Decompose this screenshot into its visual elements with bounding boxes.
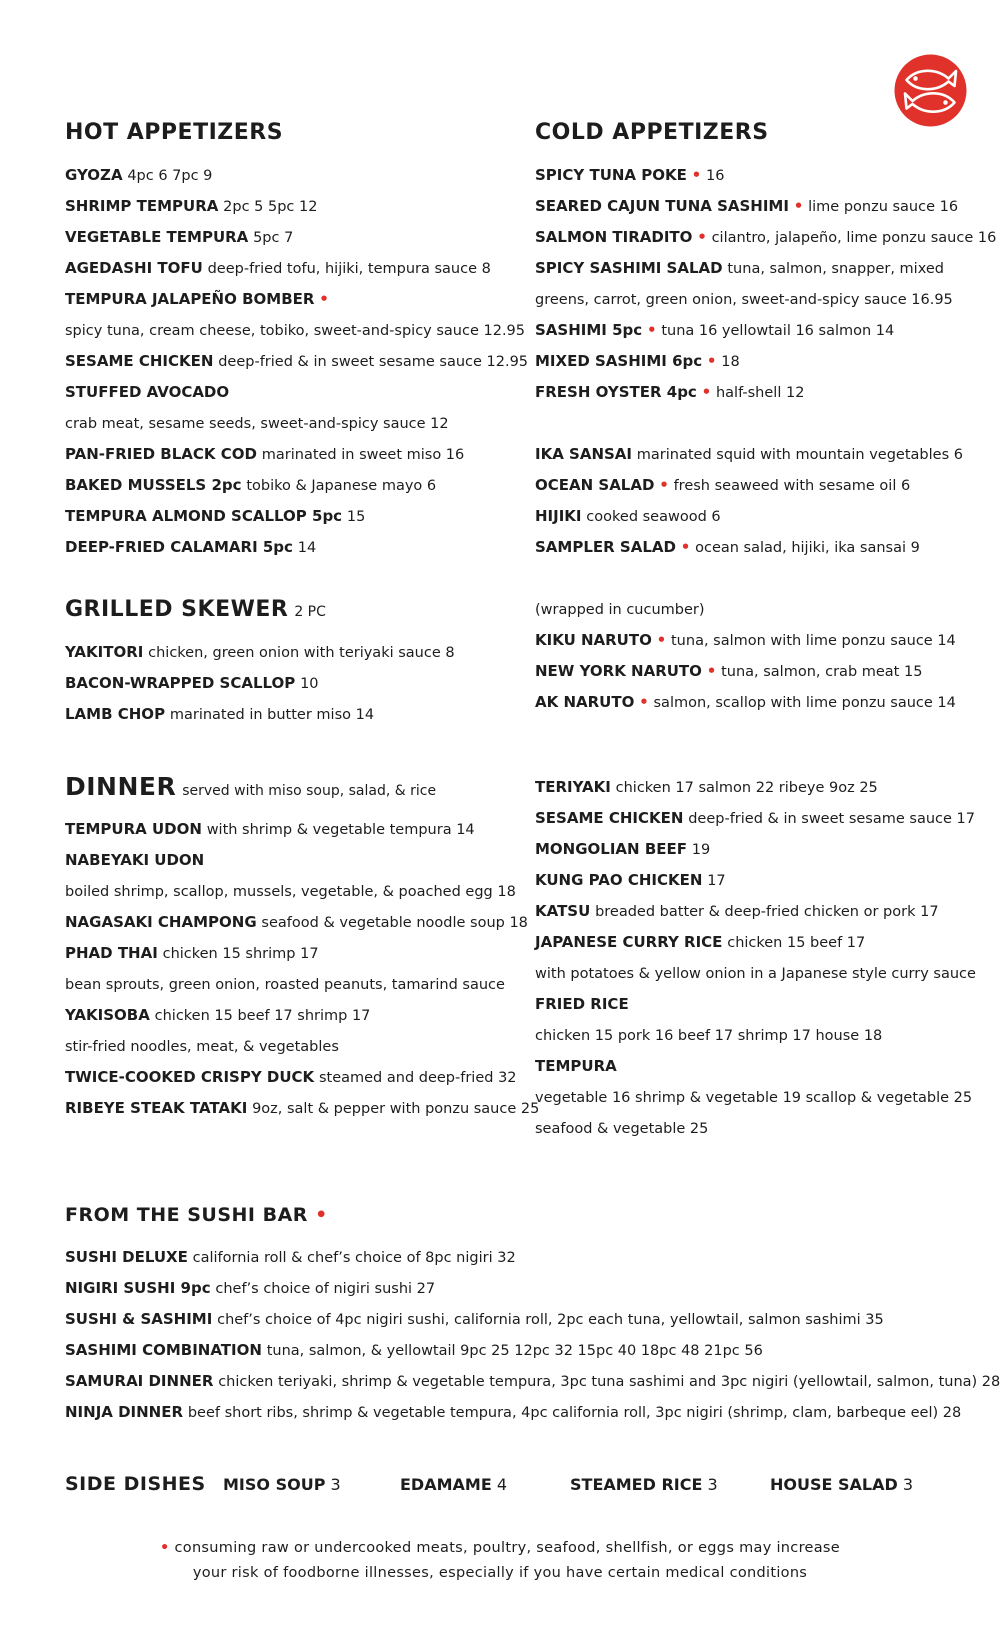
menu-item-description: deep-fried tofu, hijiki, tempura sauce 8 [207,261,491,277]
side-item-name: HOUSE SALAD [770,1475,898,1494]
menu-item-description: tuna, salmon with lime ponzu sauce 14 [671,633,956,649]
menu-item [65,1397,965,1428]
menu-item-name: BACON-WRAPPED SCALLOP [65,674,296,692]
menu-item [535,772,975,803]
dinner-right-section [535,772,975,1144]
side-item-name: MISO SOUP [223,1475,326,1494]
menu-item-name: MIXED SASHIMI 6pc [535,352,703,370]
sushi-bar-list [65,1242,1000,1428]
menu-item-name: GYOZA [65,166,123,184]
menu-item [535,191,975,222]
menu-item-description: 10 [300,676,319,692]
menu-item [535,470,975,501]
menu-item [65,377,505,408]
menu-item [65,938,505,969]
menu-item-description: chicken 15 shrimp 17 [162,946,319,962]
side-item-miso-soup [223,1472,341,1498]
menu-item-name: TWICE-COOKED CRISPY DUCK [65,1068,315,1086]
menu-item-description: crab meat, sesame seeds, sweet-and-spicy sauce 12 [65,416,449,432]
dinner-right-list [535,772,975,1144]
menu-item [65,699,505,730]
menu-item-name: NEW YORK NARUTO [535,662,702,680]
raw-warning-dot: • [706,352,717,370]
menu-item-description: breaded batter & deep-fried chicken or pork 17 [595,904,939,920]
menu-item-description: 17 [707,873,726,889]
menu-item [535,896,975,927]
menu-item [535,315,975,346]
raw-warning-dot: • [646,321,657,339]
dinner-list [65,814,540,1124]
menu-item [535,439,975,470]
menu-item-name: SAMURAI DINNER [65,1372,214,1390]
list-spacer [535,563,975,594]
menu-item-description: 16 [706,168,725,184]
menu-item-name: YAKISOBA [65,1006,150,1024]
menu-item-description: chicken 15 beef 17 shrimp 17 [154,1008,371,1024]
menu-item-description: fresh seaweed with sesame oil 6 [673,478,911,494]
menu-item-description: with shrimp & vegetable tempura 14 [206,822,475,838]
menu-item-description: tuna 16 yellowtail 16 salmon 14 [661,323,895,339]
menu-item-name: SAMPLER SALAD [535,538,676,556]
side-item-name: STEAMED RICE [570,1475,703,1494]
menu-item [535,377,975,408]
menu-item [65,222,505,253]
menu-item [65,1273,965,1304]
sushi-bar-title [65,1200,965,1230]
menu-item [65,408,505,439]
sushi-bar-dot: • [315,1204,328,1226]
menu-item [65,1093,540,1124]
menu-item-description: 15 [346,509,366,525]
cold-appetizers-list [535,160,997,718]
raw-warning-dot: • [656,631,667,649]
menu-item-name: OCEAN SALAD [535,476,655,494]
menu-item [65,532,505,563]
menu-item-name: DEEP-FRIED CALAMARI 5pc [65,538,293,556]
menu-item [535,834,975,865]
menu-item-description: 18 [721,354,740,370]
menu-item [65,969,505,1000]
side-item-price: 3 [902,1475,914,1494]
menu-item [535,656,975,687]
menu-item-description: 19 [691,842,711,858]
menu-item [65,637,505,668]
disclaimer-text-1: consuming raw or undercooked meats, poultry, seafood, shellfish, or eggs may increase [174,1540,840,1556]
menu-item-name: KATSU [535,902,591,920]
menu-item [65,1366,1000,1397]
menu-item-description: (wrapped in cucumber) [535,602,705,618]
menu-item [65,315,526,346]
menu-item-description: marinated squid with mountain vegetables 6 [636,447,963,463]
menu-item [535,532,975,563]
menu-item-description: spicy tuna, cream cheese, tobiko, sweet-and-spicy sauce 12.95 [65,323,526,339]
menu-item-name: PHAD THAI [65,944,158,962]
menu-item-name: TEMPURA JALAPEÑO BOMBER [65,290,315,308]
menu-item-name: STUFFED AVOCADO [65,383,230,401]
menu-item-name: MONGOLIAN BEEF [535,840,687,858]
menu-item [65,1304,965,1335]
list-spacer [535,408,975,439]
grilled-skewer-title [65,595,505,625]
menu-item-name: SHRIMP TEMPURA [65,197,219,215]
menu-item [65,501,505,532]
menu-item-description: 9oz, salt & pepper with ponzu sauce 25 [252,1101,540,1117]
menu-item-description: chicken 15 beef 17 [727,935,866,951]
menu-item-name: SEARED CAJUN TUNA SASHIMI [535,197,789,215]
raw-warning-dot: • [706,662,717,680]
menu-item [65,253,505,284]
menu-item [535,1113,975,1144]
fish-pair-icon [893,53,968,128]
menu-item-description: 5pc 7 [253,230,294,246]
menu-item [535,687,975,718]
menu-item-description: vegetable 16 shrimp & vegetable 19 scallop & vegetable 25 [535,1090,973,1106]
side-item-house-salad [770,1472,913,1498]
menu-item-name: SPICY TUNA POKE [535,166,687,184]
menu-item-description: lime ponzu sauce 16 [808,199,959,215]
menu-item [65,1335,965,1366]
menu-item-name: TEMPURA UDON [65,820,202,838]
menu-item-description: chef’s choice of nigiri sushi 27 [215,1281,436,1297]
menu-item-name: SASHIMI COMBINATION [65,1341,262,1359]
menu-item-name: TERIYAKI [535,778,611,796]
menu-item-name: SESAME CHICKEN [65,352,214,370]
menu-item [65,160,505,191]
menu-item-description: california roll & chef’s choice of 8pc nigiri 32 [192,1250,516,1266]
side-item-steamed-rice [570,1472,718,1498]
hot-appetizers-title: HOT APPETIZERS [65,120,284,145]
menu-item-description: tuna, salmon, & yellowtail 9pc 25 12pc 32 15pc 40 18pc 48 21pc 56 [266,1343,763,1359]
menu-item-name: NAGASAKI CHAMPONG [65,913,257,931]
menu-item-description: half-shell 12 [715,385,805,401]
disclaimer-text-2: your risk of foodborne illnesses, especially if you have certain medical conditions [192,1565,808,1581]
menu-item [65,814,505,845]
menu-item [65,668,505,699]
menu-item [535,1051,975,1082]
sushi-bar-section [65,1200,1000,1428]
menu-item [65,191,505,222]
menu-item-description: seafood & vegetable noodle soup 18 [261,915,528,931]
menu-item-description: 4pc 6 7pc 9 [127,168,213,184]
menu-item-name: YAKITORI [65,643,144,661]
menu-item [535,346,975,377]
menu-item [65,845,505,876]
menu-item-description: seafood & vegetable 25 [535,1121,709,1137]
menu-item-name: TEMPURA ALMOND SCALLOP 5pc [65,507,343,525]
menu-item [535,625,975,656]
raw-warning-dot: • [680,538,691,556]
menu-item-name: KIKU NARUTO [535,631,652,649]
disclaimer-dot: • [160,1540,170,1556]
raw-warning-dot: • [639,693,649,711]
menu-item-name: NINJA DINNER [65,1403,184,1421]
hot-appetizers-section [65,118,529,563]
menu-item-description: chicken teriyaki, shrimp & vegetable tempura, 3pc tuna sashimi and 3pc nigiri (yellowtail, salmon, tuna) 28 [218,1374,1000,1390]
side-item-price: 4 [496,1475,508,1494]
menu-item [65,284,505,315]
menu-item [65,1242,965,1273]
menu-item [65,1031,505,1062]
menu-item-description: beef short ribs, shrimp & vegetable tempura, 4pc california roll, 3pc nigiri (shrimp, clam, barbeque eel) 28 [187,1405,962,1421]
disclaimer-line-1 [150,1536,850,1561]
menu-item-description: chicken 17 salmon 22 ribeye 9oz 25 [615,780,878,796]
dinner-section [65,772,540,1124]
menu-item-description: deep-fried & in sweet sesame sauce 17 [688,811,975,827]
menu-item-description: cooked seawood 6 [586,509,721,525]
menu-item-name: SASHIMI 5pc [535,321,643,339]
menu-item-description: deep-fried & in sweet sesame sauce 12.95 [218,354,529,370]
menu-item-name: NABEYAKI UDON [65,851,205,869]
menu-item-name: KUNG PAO CHICKEN [535,871,703,889]
menu-item-description: chef’s choice of 4pc nigiri sushi, california roll, 2pc each tuna, yellowtail, salmon sashimi 35 [217,1312,884,1328]
side-item-edamame [400,1472,507,1498]
menu-item-description: salmon, scallop with lime ponzu sauce 14 [653,695,956,711]
menu-item-description: boiled shrimp, scallop, mussels, vegetable, & poached egg 18 [65,884,516,900]
menu-item-name: SALMON TIRADITO [535,228,693,246]
dinner-title [65,772,505,802]
menu-item [535,284,975,315]
menu-item [535,865,975,896]
menu-item [65,1062,517,1093]
menu-item [65,1000,505,1031]
menu-item-name: FRESH OYSTER 4pc [535,383,697,401]
grilled-skewer-title-text: GRILLED SKEWER [65,597,289,622]
dinner-note: served with miso soup, salad, & rice [182,783,437,799]
menu-item-name: VEGETABLE TEMPURA [65,228,249,246]
menu-item-name: SESAME CHICKEN [535,809,684,827]
menu-item-description: 2pc 5 5pc 12 [223,199,318,215]
menu-item-description: with potatoes & yellow onion in a Japanese style curry sauce [535,966,976,982]
grilled-skewer-list [65,637,505,730]
raw-warning-dot: • [697,228,707,246]
dinner-title-text: DINNER [65,772,177,801]
menu-item-description: chicken, green onion with teriyaki sauce 8 [148,645,455,661]
menu-item-name: NIGIRI SUSHI 9pc [65,1279,211,1297]
menu-item-description: bean sprouts, green onion, roasted peanuts, tamarind sauce [65,977,505,993]
menu-item-name: LAMB CHOP [65,705,166,723]
raw-food-disclaimer [150,1536,850,1586]
side-item-price: 3 [707,1475,718,1494]
menu-item-name: AK NARUTO [535,693,635,711]
menu-item [535,594,975,625]
side-dishes-row [65,1470,965,1500]
raw-warning-dot: • [793,197,804,215]
menu-item-description: tuna, salmon, snapper, mixed [727,261,944,277]
menu-item-name: HIJIKI [535,507,582,525]
menu-item-name: FRIED RICE [535,995,629,1013]
cold-appetizers-section [535,118,997,718]
menu-item [65,876,516,907]
menu-item [535,803,975,834]
menu-item [65,346,529,377]
menu-item [65,470,505,501]
cold-appetizers-title: COLD APPETIZERS [535,120,769,145]
menu-item-description: marinated in sweet miso 16 [261,447,465,463]
sushi-bar-title-text: FROM THE SUSHI BAR [65,1204,308,1226]
menu-item [535,222,997,253]
menu-item [535,253,975,284]
menu-item-name: BAKED MUSSELS 2pc [65,476,242,494]
raw-warning-dot: • [701,383,712,401]
raw-warning-dot: • [659,476,669,494]
menu-item-description: tobiko & Japanese mayo 6 [246,478,437,494]
menu-item-name: RIBEYE STEAK TATAKI [65,1099,248,1117]
menu-item-name: SUSHI & SASHIMI [65,1310,213,1328]
menu-item [535,1082,975,1113]
menu-item-name: SUSHI DELUXE [65,1248,188,1266]
grilled-skewer-section [65,595,505,730]
menu-item [535,989,975,1020]
menu-item-description: stir-fried noodles, meat, & vegetables [65,1039,339,1055]
side-item-price: 3 [330,1475,341,1494]
menu-item [535,1020,975,1051]
side-item-name: EDAMAME [400,1475,492,1494]
menu-item-description: greens, carrot, green onion, sweet-and-spicy sauce 16.95 [535,292,953,308]
menu-item-name: SPICY SASHIMI SALAD [535,259,723,277]
menu-item-description: chicken 15 pork 16 beef 17 shrimp 17 house 18 [535,1028,883,1044]
menu-item-name: IKA SANSAI [535,445,632,463]
menu-item-name: AGEDASHI TOFU [65,259,203,277]
menu-item [535,927,975,958]
menu-item [535,160,975,191]
menu-item-description: marinated in butter miso 14 [169,707,375,723]
raw-warning-dot: • [319,290,329,308]
menu-item [65,439,505,470]
grilled-skewer-note: 2 PC [294,604,326,620]
hot-appetizers-list [65,160,529,563]
menu-item-name: PAN-FRIED BLACK COD [65,445,257,463]
menu-item [65,907,528,938]
menu-item [535,958,975,989]
raw-warning-dot: • [691,166,702,184]
menu-item-description: cilantro, jalapeño, lime ponzu sauce 16 [711,230,997,246]
menu-item-description: 14 [297,540,317,556]
menu-item-description: tuna, salmon, crab meat 15 [721,664,923,680]
menu-item [535,501,975,532]
menu-item-description: ocean salad, hijiki, ika sansai 9 [695,540,920,556]
side-dishes-title: SIDE DISHES [65,1473,206,1495]
menu-item-description: steamed and deep-fried 32 [318,1070,517,1086]
menu-item-name: TEMPURA [535,1057,617,1075]
menu-item-name: JAPANESE CURRY RICE [535,933,723,951]
